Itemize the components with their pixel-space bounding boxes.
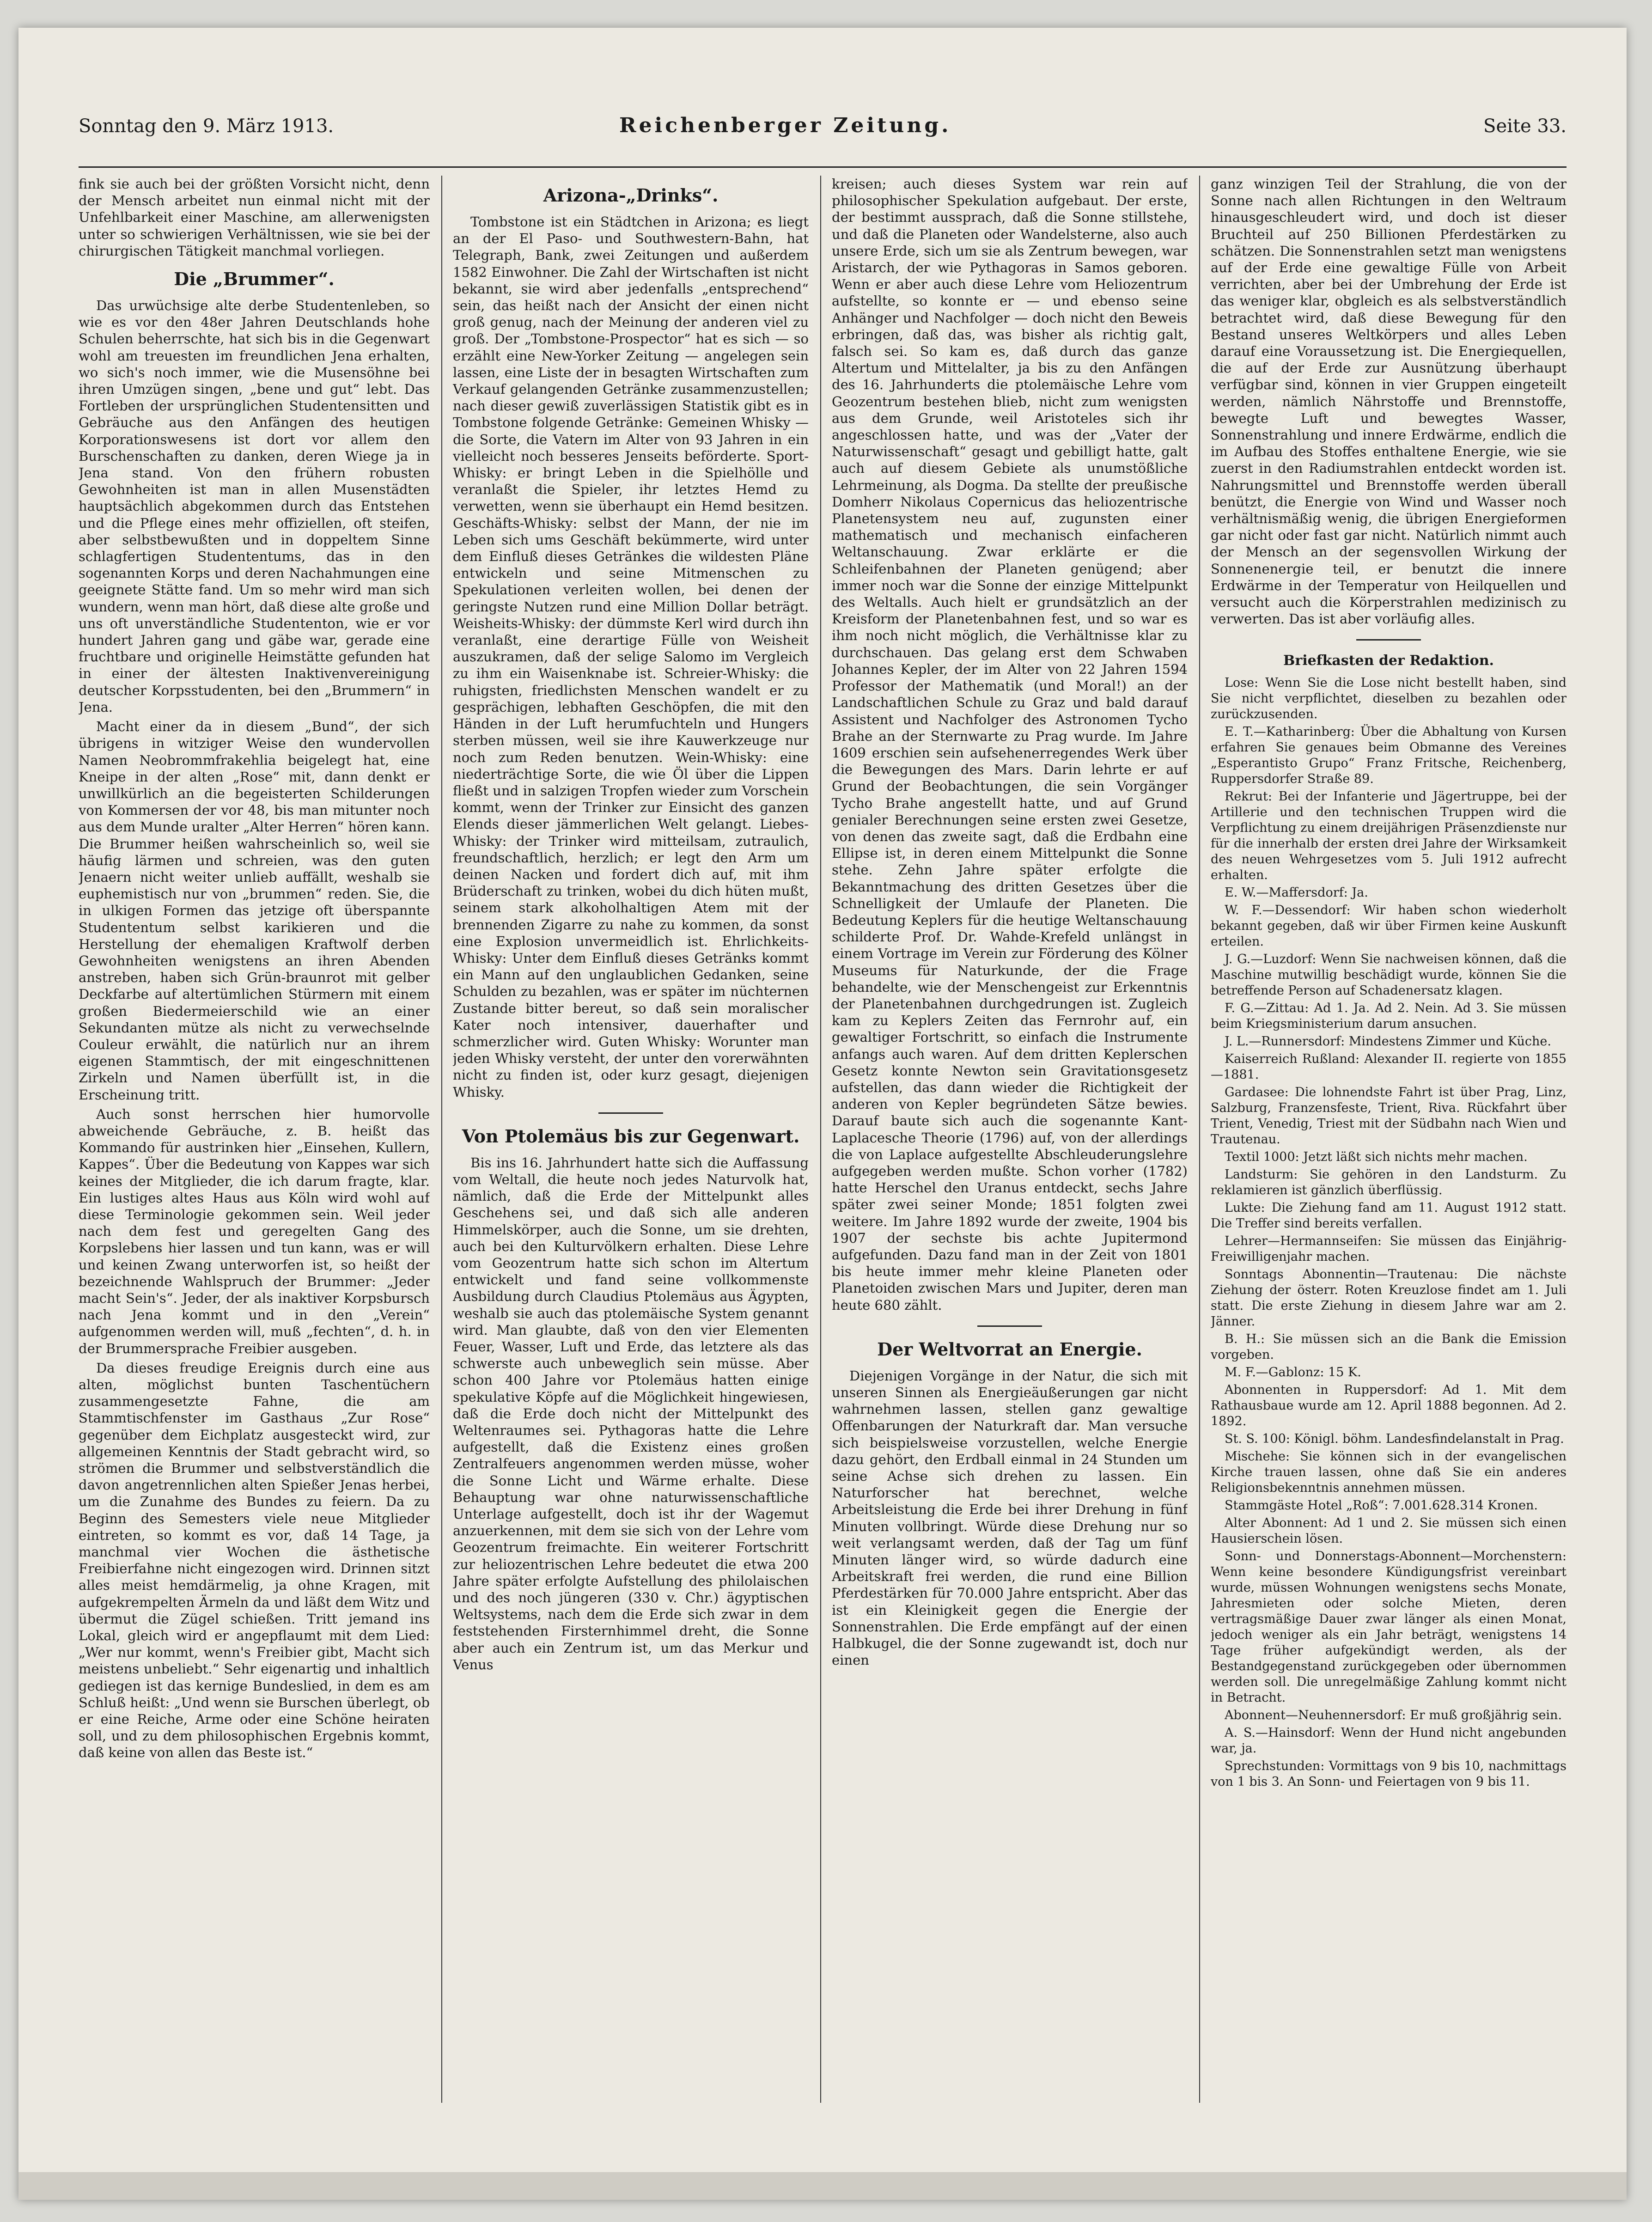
letterbox-notices <box>1211 675 1567 1790</box>
notice-item: B. H.: Sie müssen sich an die Bank die Emission vorgeben. <box>1211 1331 1567 1362</box>
column-3 <box>832 176 1188 2117</box>
article-paragraph: Tombstone ist ein Städtchen in Arizona; es liegt an der El Paso- und Southwestern-Bahn, hat Telegraph, Bank, zwei Zeitungen und außerdem 1582 Einwohner. Die Zahl der Wirtschaften ist nicht bekannt, sie wird aber jedenfalls „entsprechend“ sein, das heißt nach der Ansicht der einen nicht groß genug, nach der Meinung der anderen viel zu groß. Der „Tombstone-Prospector“ hat es sich — so erzählt eine New-Yorker Zeitung — angelegen sein lassen, eine Liste der in besagten Wirtschaften zum Verkauf gelangenden Getränke zusammenzustellen; nach dieser gewiß zuverlässigen Statistik gibt es in Tombstone folgende Getränke: Gemeinen Whisky — die Sorte, die Vatern im Alter von 93 Jahren in ein vielleicht noch besseres Jenseits beförderte. Sport-Whisky: er bringt Leben in die Spielhölle und veranlaßt die Spieler, ihr letztes Hemd zu verwetten, wenn sie überhaupt ein Hemd besitzen. Geschäfts-Whisky: selbst der Mann, der nie im Leben sich ums Geschäft bekümmerte, wird unter dem Einfluß dieses Getränkes die wildesten Pläne entwickeln und seine Mitmenschen zu Spekulationen verleiten wollen, bei denen der geringste Nutzen rund eine Million Dollar beträgt. Weisheits-Whisky: der dümmste Kerl wird durch ihn veranlaßt, eine derartige Fülle von Weisheit auszukramen, daß der selige Salomo im Vergleich zu ihm ein Waisenknabe ist. Schreier-Whisky: die ruhigsten, friedlichsten Menschen wandelt er zu gesprächigen, lebhaften Geschöpfen, die mit den Händen in der Luft herumfuchteln und Hungers sterben müssen, weil sie ihre Kauwerkzeuge nur noch zum Reden benutzen. Wein-Whisky: eine niederträchtige Sorte, die wie Öl über die Lippen fließt und in salzigen Tropfen wieder zum Vorschein kommt, wenn der Trinker zur Einsicht des ganzen Elends dieser jämmerlichen Welt gelangt. Liebes-Whisky: der Trinker wird mitteilsam, zutraulich, freundschaftlich, herzlich; er legt den Arm um deinen Nacken und fordert dich auf, mit ihm Brüderschaft zu trinken, wobei du dich hüten mußt, seinem stark alkoholhaltigen Atem mit der brennenden Zigarre zu nahe zu kommen, da sonst eine Explosion unvermeidlich ist. Ehrlichkeits-Whisky: Unter dem Einfluß dieses Getränks kommt ein Mann auf den unglaublichen Gedanken, seine Schulden zu bezahlen, was er später im nüchternen Zustande bitter bereut, so daß sein moralischer Kater noch intensiver, dauerhafter und schmerzlicher wird. Guten Whisky: Worunter man jeden Whisky versteht, der unter den vorerwähnten nicht zu finden ist, oder kurz gesagt, diejenigen Whisky. <box>453 214 809 1100</box>
article-title-weltvorrat: Der Weltvorrat an Energie. <box>877 1338 1142 1360</box>
article-title-brummer: Die „Brummer“. <box>174 269 335 290</box>
notice-item: Stammgäste Hotel „Roß“: 7.001.628.314 Kronen. <box>1225 1498 1538 1513</box>
article-title-ptolemaeus: Von Ptolemäus bis zur Gegenwart. <box>462 1125 800 1147</box>
article-paragraph: Das urwüchsige alte derbe Studentenleben, so wie es vor den 48er Jahren Deutschlands hohe Schulen beherrschte, hat sich bis in die Gegenwart wohl am treuesten im freundlichen Jena erhalten, wo sich's noch immer, wie die Musensöhne bei ihren Umzügen singen, „bene und gut“ lebt. Das Fortleben der ursprünglichen Studentensitten und Gebräuche aus den Anfängen des heutigen Korporationswesens ist dort vor allem den Burschenschaften zu danken, deren Wiege ja in Jena stand. Von den frühern robusten Gewohnheiten ist man in allen Musenstädten hauptsächlich abgekommen durch das Entstehen und die Pflege eines mehr offiziellen, oft steifen, aber selbstbewußten und in doppeltem Sinne schlagfertigen Studententums, das in den sogenannten Korps und deren Nachahmungen eine geeignete Stätte fand. Um so mehr wird man sich wundern, wenn man hört, daß diese alte große und uns oft unverständliche Studententon, wie er vor hundert Jahren gang und gäbe war, gerade eine fruchtbare und originelle Heimstätte gefunden hat in einer der ältesten Inaktivenvereinigung deutscher Korpsstudenten, bei den „Brummern“ in Jena. <box>79 298 430 715</box>
notice-item: J. G.—Luzdorf: Wenn Sie nachweisen können, daß die Maschine mutwillig beschädigt wurde, können Sie die betreffende Person auf Schadenersatz klagen. <box>1211 952 1567 998</box>
article-separator <box>598 1112 663 1114</box>
notice-item: Abonnent—Neuhennersdorf: Er muß großjährig sein. <box>1225 1708 1562 1722</box>
letterbox-title: Briefkasten der Redaktion. <box>1283 653 1494 669</box>
page-number: Seite 33. <box>1483 116 1567 137</box>
article-separator <box>977 1325 1042 1327</box>
notice-item: Alter Abonnent: Ad 1 und 2. Sie müssen sich einen Hausierschein lösen. <box>1211 1515 1567 1546</box>
column-2 <box>453 176 809 2117</box>
notice-item: St. S. 100: Königl. böhm. Landesfindelanstalt in Prag. <box>1225 1431 1564 1446</box>
notice-item: Mischehe: Sie können sich in der evangelischen Kirche trauen lassen, ohne daß Sie ein anderes Religionsbekenntnis annehmen müssen. <box>1211 1449 1567 1495</box>
notice-item: W. F.—Dessendorf: Wir haben schon wiederholt bekannt gegeben, daß wir über Firmen keine Auskunft erteilen. <box>1211 903 1567 949</box>
notice-item: Lose: Wenn Sie die Lose nicht bestellt haben, sind Sie nicht verpflichtet, dieselben zu bezahlen oder zurückzusenden. <box>1211 675 1567 721</box>
notice-item: Lukte: Die Ziehung fand am 11. August 1912 statt. Die Treffer sind bereits verfallen. <box>1211 1200 1567 1231</box>
column-1-intro: fink sie auch bei der größten Vorsicht nicht, denn der Mensch arbeitet nun einmal nicht mit der Unfehlbarkeit einer Maschine, am allerwenigsten unter so schwierigen Verhältnissen, wie sie bei der chirurgischen Tätigkeit manchmal vorliegen. <box>79 176 430 259</box>
column-4 <box>1211 176 1567 2117</box>
header-rule <box>79 166 1567 168</box>
article-paragraph: ganz winzigen Teil der Strahlung, die von der Sonne nach allen Richtungen in den Weltraum hinausgeschleudert wird, und doch ist dieser Bruchteil auf 250 Billionen Pferdestärken zu schätzen. Die Sonnenstrahlen setzt man wenigstens auf der Erde eine gewaltige Fülle von Arbeit verrichten, aber bei der Umbrehung der Erde ist das weniger klar, obgleich es als selbstverständlich betrachtet wird, daß diese Bewegung für den Bestand unseres Weltkörpers und alles Leben darauf eine Voraussetzung ist. Die Energiequellen, die auf der Erde zur Ausnützung überhaupt verfügbar sind, können in vier Gruppen eingeteilt werden, nämlich Nährstoffe und Brennstoffe, bewegte Luft und bewegtes Wasser, Sonnenstrahlung und innere Erdwärme, endlich die im Aufbau des Stoffes enthaltene Energie, wie sie zuerst in den Radiumstrahlen entdeckt worden ist. Nahrungsmittel und Brennstoffe werden überall benützt, die Energie von Wind und Wasser noch verhältnismäßig wenig, die übrigen Energieformen gar nicht oder fast gar nicht. Natürlich nimmt auch der Mensch an der segensvollen Wirkung der Sonnenenergie teil, er benutzt die innere Erdwärme in der Temperatur von Heilquellen und versucht auch die Körperstrahlen medizinisch zu verwerten. Das ist aber vorläufig alles. <box>1211 176 1567 627</box>
column-divider <box>1199 176 1200 2103</box>
column-1 <box>79 176 430 2117</box>
notice-item: E. W.—Maffersdorf: Ja. <box>1225 885 1368 900</box>
newspaper-page <box>18 28 1627 2200</box>
notice-item: Landsturm: Sie gehören in den Landsturm. Zu reklamieren ist gänzlich überflüssig. <box>1211 1167 1567 1197</box>
notice-item: Sonntags Abonnentin—Trautenau: Die nächste Ziehung der österr. Roten Kreuzlose findet am 1. Juli statt. Die erste Ziehung in diesem Jahre war am 2. Jänner. <box>1211 1267 1567 1329</box>
notice-item: Textil 1000: Jetzt läßt sich nichts mehr machen. <box>1225 1149 1528 1164</box>
notice-item: F. G.—Zittau: Ad 1. Ja. Ad 2. Nein. Ad 3. Sie müssen beim Kriegsministerium darum ansuchen. <box>1211 1001 1567 1031</box>
article-paragraph: Diejenigen Vorgänge in der Natur, die sich mit unseren Sinnen als Energieäußerungen gar nicht wahrnehmen lassen, stellen ganz gewaltige Offenbarungen der Naturkraft dar. Man versuche sich beispielsweise vorzustellen, welche Energie dazu gehört, den Erdball einmal in 24 Stunden um seine Achse sich drehen zu lassen. Ein Naturforscher hat berechnet, welche Arbeitsleistung die Erde bei ihrer Drehung in fünf Minuten vollbringt. Würde diese Drehung nur so weit verlangsamt werden, daß der Tag um fünf Minuten länger wird, so würde dadurch eine Arbeitskraft frei werden, die rund eine Billion Pferdestärken für 70.000 Jahre entspricht. Aber das ist ein Kleinigkeit gegen die Energie der Sonnenstrahlen. Die Erde empfängt auf der einen Halbkugel, die der Sonne zugewandt ist, doch nur einen <box>832 1367 1188 1668</box>
article-paragraph: kreisen; auch dieses System war rein auf philosophischer Spekulation aufgebaut. Der erste, der bestimmt aussprach, daß die Sonne stillstehe, und daß die Planeten oder Wandelsterne, also auch unsere Erde, sich um sie als Zentrum bewegen, war Aristarch, der wie Pythagoras in Samos geboren. Wenn er aber auch diese Lehre vom Heliozentrum aufstellte, so konnte er — und ebenso seine Anhänger und Nachfolger — doch nicht den Beweis erbringen, daß das, was bisher als richtig galt, falsch sei. So kam es, daß durch das ganze Altertum und Mittelalter, ja bis zu den Anfängen des 16. Jahrhunderts die ptolemäische Lehre vom Geozentrum bestehen blieb, nicht zum wenigsten aus dem Grunde, weil Aristoteles sich ihr angeschlossen hatte, und was der „Vater der Naturwissenschaft“ gesagt und gebilligt hatte, galt auch auf diesem Gebiete als unumstößliche Lehrmeinung, als Dogma. Da stellte der preußische Domherr Nikolaus Copernicus das heliozentrische Planetensystem neu auf, zugunsten einer mathematisch und mechanisch einfacheren Weltanschauung. Zwar erklärte er die Schleifenbahnen der Planeten genügend; aber immer noch war die Sonne der einzige Mittelpunkt des Weltalls. Auch hielt er grundsätzlich an der Kreisform der Planetenbahnen fest, und so war es ihm noch nicht möglich, die Verhältnisse klar zu durchschauen. Das gelang erst dem Schwaben Johannes Kepler, der im Alter von 22 Jahren 1594 Professor der Mathematik (und Moral!) an der Landschaftlichen Schule zu Graz und bald darauf Assistent und Nachfolger des Astronomen Tycho Brahe an der Sternwarte zu Prag wurde. Im Jahre 1609 erschien sein aufsehenerregendes Werk über die Bewegungen des Mars. Darin lehrte er auf Grund der Beobachtungen, die sein Vorgänger Tycho Brahe angestellt hatte, und auf Grund genialer Berechnungen seine ersten zwei Gesetze, von denen das zweite sagt, daß die Erdbahn eine Ellipse ist, in deren einem Mittelpunkt die Sonne stehe. Zehn Jahre später erfolgte die Bekanntmachung des dritten Gesetzes über die Schnelligkeit der Umlaufe der Planeten. Die Bedeutung Keplers für die heutige Weltanschauung schilderte Prof. Dr. Wahde-Krefeld unlängst in einem Vortrage im Verein zur Förderung des Kölner Museums für Naturkunde, der die Frage behandelte, wie der Menschengeist zur Erkenntnis der Planetenbahnen durchgedrungen ist. Zugleich kam zu Keplers Zeiten das Fernrohr auf, ein gewaltiger Fortschritt, so einfach die Instrumente anfangs auch waren. Auf dem dritten Keplerschen Gesetz konnte Newton sein Gravitationsgesetz aufstellen, das dann wieder die Richtigkeit der anderen von Kepler begründeten Sätze bewies. Darauf baute sich auch die sogenannte Kant-Laplacesche Theorie (1796) auf, von der allerdings die von Laplace aufgestellte Abschleuderungslehre aufgegeben werden mußte. Schon vorher (1782) hatte Herschel den Uranus entdeckt, sechs Jahre später zwei seiner Monde; 1851 folgten zwei weitere. Im Jahre 1892 wurde der zweite, 1904 bis 1907 der sechste bis achte Jupitermond aufgefunden. Dazu fand man in der Zeit von 1801 bis heute immer mehr kleine Planeten oder Planetoiden zwischen Mars und Jupiter, deren man heute 680 zählt. <box>832 176 1188 1313</box>
notice-item: Rekrut: Bei der Infanterie und Jägertruppe, bei der Artillerie und den technischen Truppen wird die Verpflichtung zu einem dreijährigen Präsenzdienste nur für die innerhalb der ersten drei Jahre der Wirksamkeit des neuen Wehrgesetzes vom 5. Juli 1912 aufrecht erhalten. <box>1211 789 1567 882</box>
notice-item: Sonn- und Donnerstags-Abonnent—Morchenstern: Wenn keine besondere Kündigungsfrist vereinbart wurde, müssen Wohnungen wenigstens sechs Monate, Jahresmieten oder solche Mieten, deren vertragsmäßige Dauer zwar länger als einen Monat, jedoch weniger als ein Jahr beträgt, wenigstens 14 Tage früher aufgekündigt werden, als der Bestandgegenstand zurückgegeben oder übernommen werden soll. Die unregelmäßige Zahlung kommt nicht in Betracht. <box>1211 1549 1567 1705</box>
notice-item: Gardasee: Die lohnendste Fahrt ist über Prag, Linz, Salzburg, Franzensfeste, Trient, Riva. Rückfahrt über Trient, Venedig, Triest mit der Südbahn nach Wien und Trautenau. <box>1211 1085 1567 1147</box>
article-paragraph: Bis ins 16. Jahrhundert hatte sich die Auffassung vom Weltall, die heute noch jedes Naturvolk hat, nämlich, daß die Erde der Mittelpunkt alles Geschehens sei, und daß sich alle anderen Himmelskörper, auch die Sonne, um sie drehten, auch bei den Kulturvölkern erhalten. Diese Lehre vom Geozentrum hatte sich schon im Altertum entwickelt und fand seine vollkommenste Ausbildung durch Claudius Ptolemäus aus Ägypten, weshalb sie auch das ptolemäische System genannt wird. Man glaubte, daß von den vier Elementen Feuer, Wasser, Luft und Erde, das letztere als das schwerste auch unbeweglich sein müsse. Aber schon 400 Jahre vor Ptolemäus hatten einige spekulative Köpfe auf die Möglichkeit hingewiesen, daß die Erde doch nicht der Mittelpunkt des Weltenraumes sei. Pythagoras hatte die Lehre aufgestellt, daß die Existenz eines großen Zentralfeuers angenommen werden müsse, woher die Sonne Licht und Wärme erhalte. Diese Behauptung war ohne naturwissenschaftliche Unterlage aufgestellt, doch ist ihr der Wagemut anzuerkennen, mit dem sie sich von der Lehre vom Geozentrum freimachte. Ein weiterer Fortschritt zur heliozentrischen Lehre bedeutet die etwa 200 Jahre später erfolgte Aufstellung des philolaischen und des noch jüngeren (330 v. Chr.) ägyptischen Weltsystems, nach dem die Erde sich zwar in dem feststehenden Firsternhimmel dreht, die Sonne aber auch ein Zentrum ist, um das Merkur und Venus <box>453 1154 809 1673</box>
column-divider <box>820 176 821 2103</box>
newspaper-name: Reichenberger Zeitung. <box>619 114 951 137</box>
notice-item: Kaiserreich Rußland: Alexander II. regierte von 1855—1881. <box>1211 1051 1567 1082</box>
notice-item: Abonnenten in Ruppersdorf: Ad 1. Mit dem Rathausbaue wurde am 12. April 1888 begonnen. Ad 2. 1892. <box>1211 1382 1567 1428</box>
article-title-arizona: Arizona-„Drinks“. <box>543 185 719 206</box>
article-paragraph: Auch sonst herrschen hier humorvolle abweichende Gebräuche, z. B. heißt das Kommando für austrinken hier „Einsehen, Kullern, Kappes“. Über die Bedeutung von Kappes war sich keines der Mitglieder, die ich darum fragte, klar. Ein lustiges altes Haus aus Köln wird wohl auf diese Terminologie gekommen sein. Weil jeder nach dem fest und geregelten Gang des Korpslebens hier lassen und tun kann, was er will und keinen Zwang unterworfen ist, so heißt der bezeichnende Wahlspruch der Brummer: „Jeder macht Sein's“. Jeder, der als inaktiver Korpsbursch nach Jena kommt und in den „Verein“ aufgenommen werden will, muß „fechten“, d. h. in der Brummersprache Freibier ausgeben. <box>79 1106 430 1356</box>
notice-item: A. S.—Hainsdorf: Wenn der Hund nicht angebunden war, ja. <box>1211 1725 1567 1756</box>
article-paragraph: Macht einer da in diesem „Bund“, der sich übrigens in witziger Weise den wundervollen Namen Neobrommfrakehlia beigelegt hat, eine Kneipe in der alten „Rose“ mit, dann denkt er unwillkürlich an die begeisterten Schilderungen von Kommersen der vor 48, bis man mitunter noch aus dem Munde uralter „Alter Herren“ hören kann. Die Brummer heißen wahrscheinlich so, weil sie häufig lärmen und schreien, was den guten Jenaern nicht weiter unlieb auffällt, weshalb sie euphemistisch nur von „brummen“ reden. Sie, die in ulkigen Formen das jetzige oft überspannte Studententum selbst karikieren und die Herstellung der ehemaligen Kraftwolf derben Gewohnheiten wenigstens an ihren Abenden anstreben, haben sich Grün-braunrot mit gelber Deckfarbe auf altertümlichen Stürmern mit einem großen Biedermeierschild wie an einer Sekundanten mütze als nicht zu verwechselnde Couleur erwählt, die natürlich nur an ihrem eigenen Stammtisch, der mit eingeschnittenen Zirkeln und Namen überfüllt ist, in die Erscheinung tritt. <box>79 719 430 1103</box>
notice-item: J. L.—Runnersdorf: Mindestens Zimmer und Küche. <box>1225 1034 1551 1049</box>
article-separator <box>1356 639 1421 641</box>
article-paragraph: Da dieses freudige Ereignis durch eine aus alten, möglichst bunten Taschentüchern zusammengesetzte Fahne, die am Stammtischfenster im Gasthaus „Zur Rose“ gegenüber dem Eichplatz ausgesteckt wird, zur allgemeinen Kenntnis der Stadt gebracht wird, so strömen die Brummer und selbstverständlich die davon angetrennlichen alten Spießer Jenas herbei, um die Zunahme des Bundes zu feiern. Da zu Beginn des Semesters viele neue Mitglieder eintreten, so kommt es vor, daß 14 Tage, ja manchmal vier Wochen die ästhetische Freibierfahne nicht eingezogen wird. Drinnen sitzt alles meist hemdärmelig, ja ohne Kragen, mit aufgekrempelten Ärmeln da und läßt dem Witz und übermut die Zügel schießen. Tritt jemand ins Lokal, gleich wird er angepflaumt mit dem Lied: „Wer nur kommt, wenn's Freibier gibt, Macht sich meistens unbeliebt.“ Sehr eigenartig und inhaltlich gediegen ist das kernige Bundeslied, in dem es am Schluß heißt: „Und wenn sie Burschen überlegt, ob er eine Reiche, Arme oder eine Schöne heiraten soll, und zu dem philosophischen Ergebnis kommt, daß keine von allen das Beste ist.“ <box>79 1360 430 1761</box>
notice-item: E. T.—Katharinberg: Über die Abhaltung von Kursen erfahren Sie genaues beim Obmanne des Vereines „Esperantisto Grupo“ Franz Fritsche, Reichenberg, Ruppersdorfer Straße 89. <box>1211 724 1567 786</box>
column-divider <box>441 176 442 2103</box>
issue-date: Sonntag den 9. März 1913. <box>79 116 334 137</box>
notice-item: Sprechstunden: Vormittags von 9 bis 10, nachmittags von 1 bis 3. An Sonn- und Feiertagen von 9 bis 11. <box>1211 1758 1567 1789</box>
page-bottom-edge <box>18 2172 1627 2200</box>
notice-item: Lehrer—Hermannseifen: Sie müssen das Einjährig-Freiwilligenjahr machen. <box>1211 1233 1567 1264</box>
page-header <box>79 111 1567 148</box>
notice-item: M. F.—Gablonz: 15 K. <box>1225 1365 1361 1380</box>
